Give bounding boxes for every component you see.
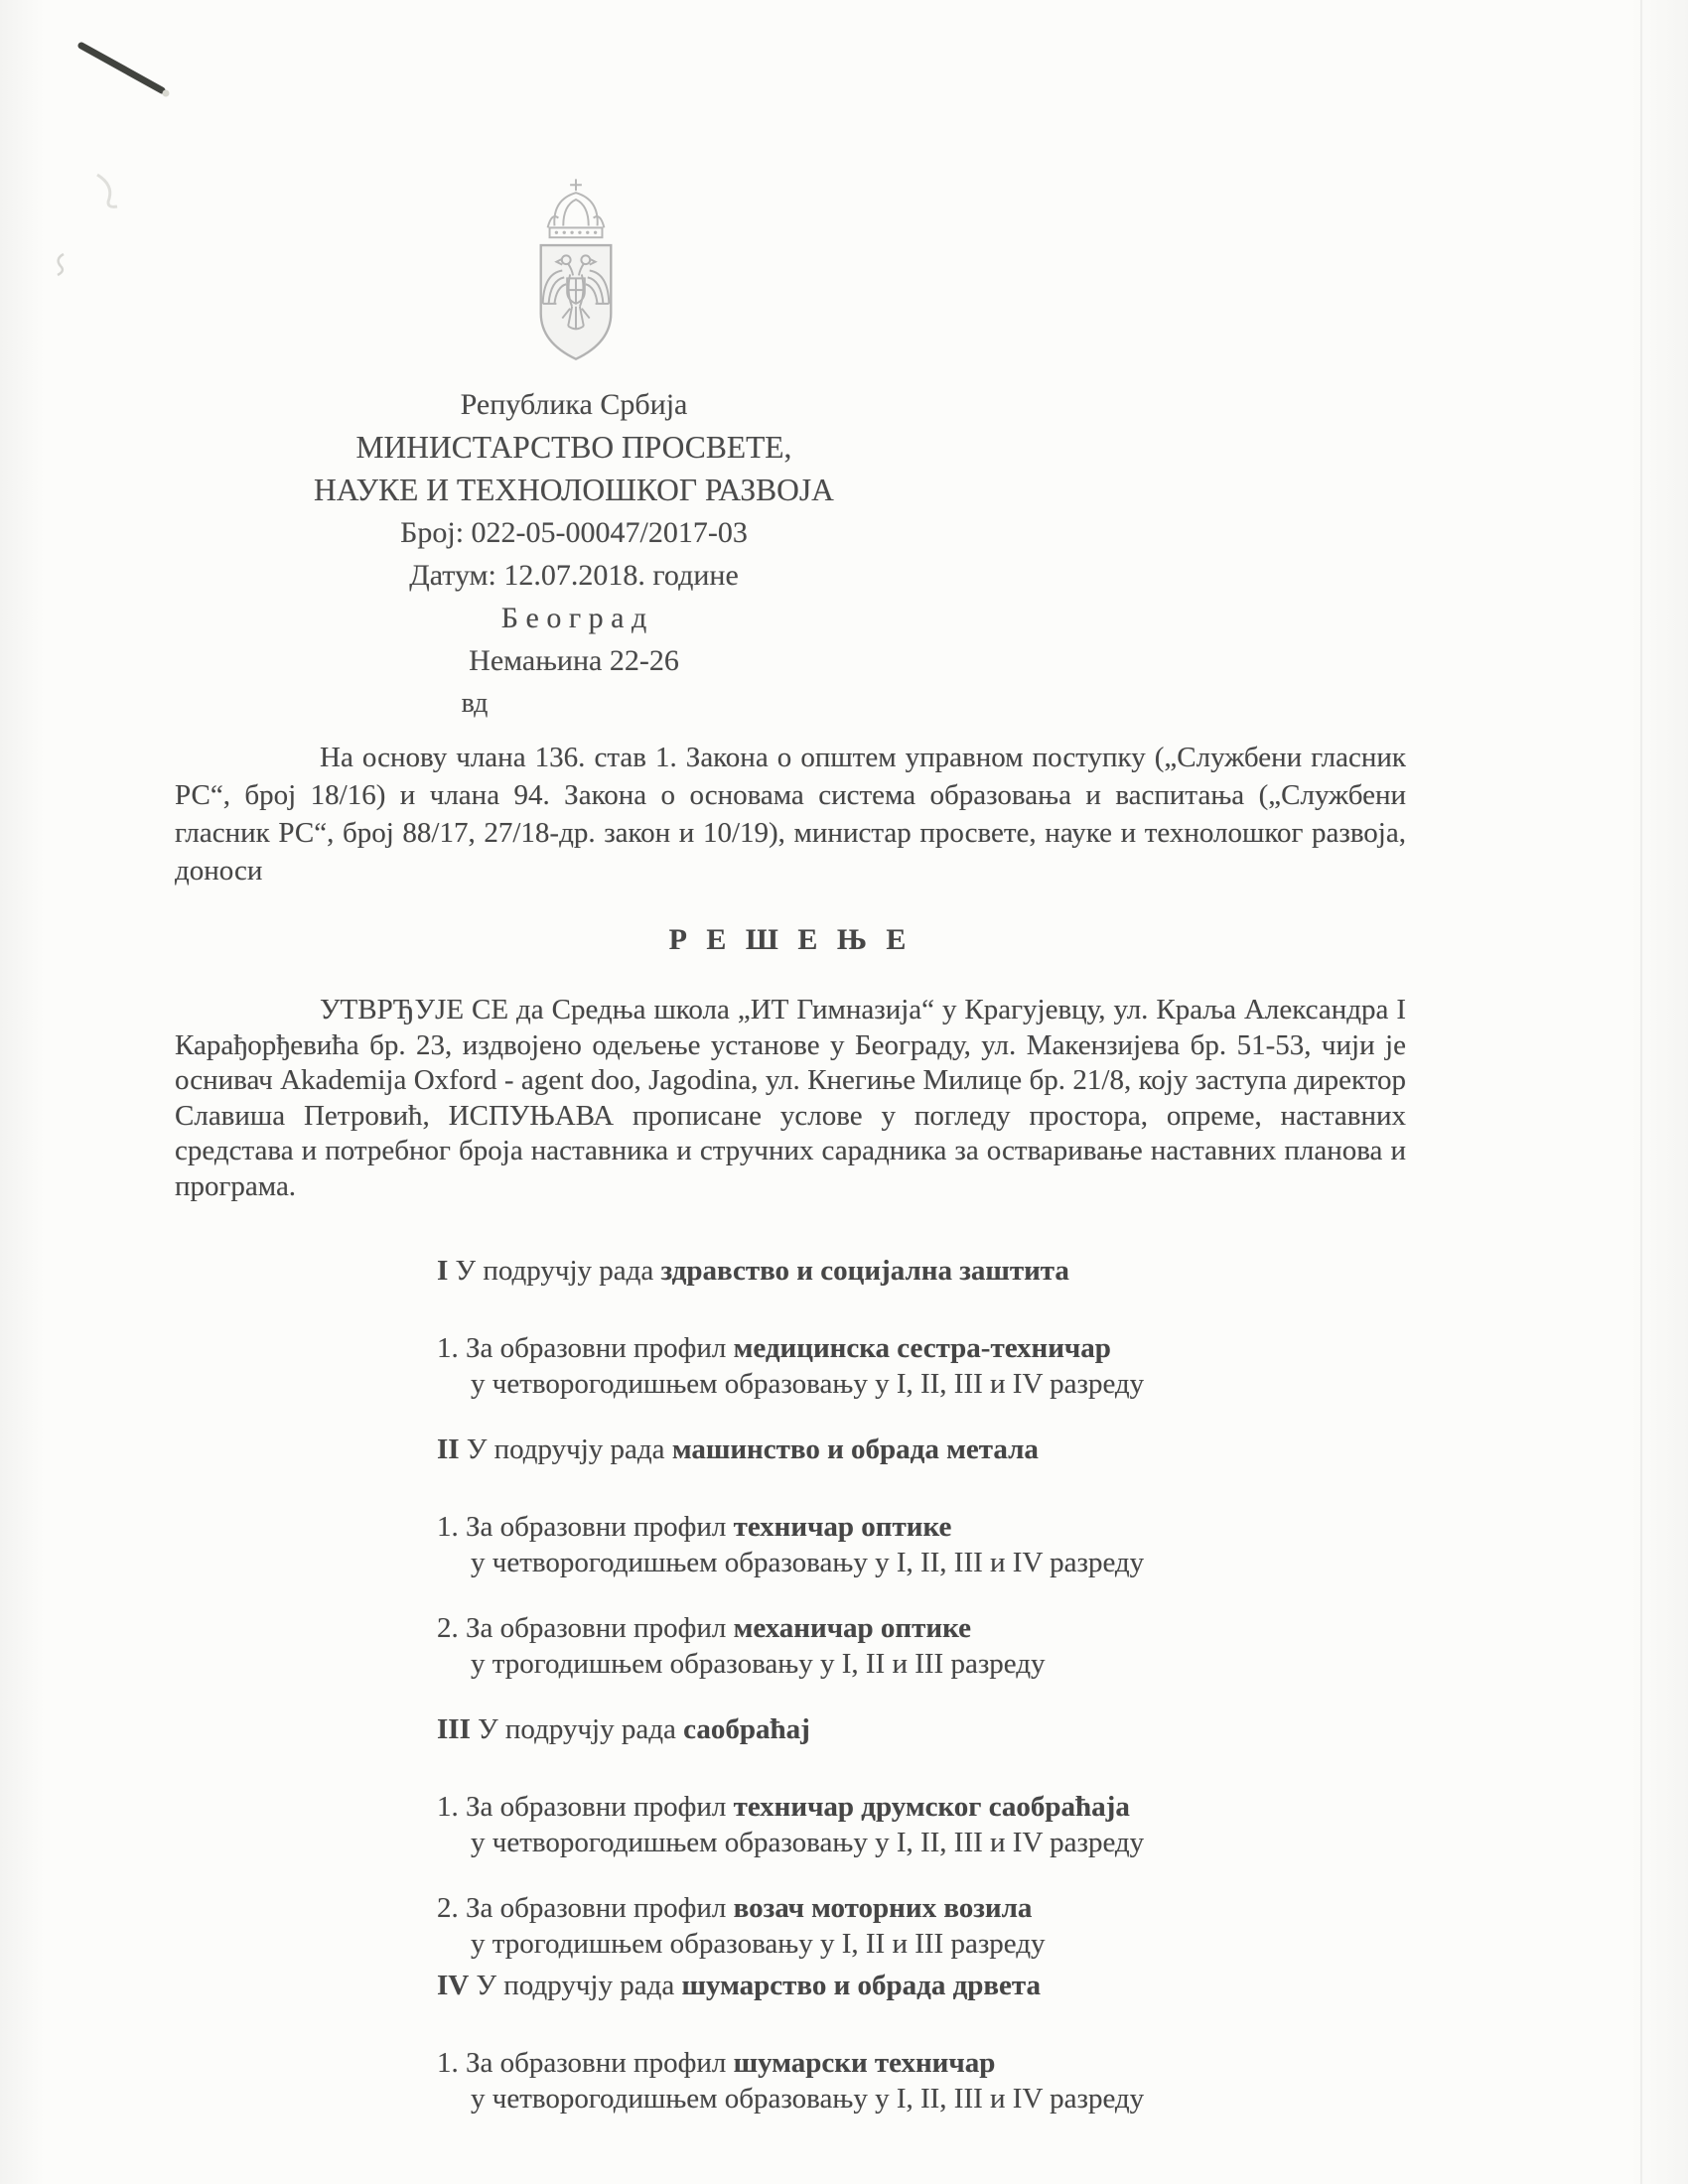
profile-item: 2. За образовни профил механичар оптике у трогодишњем образовању у I, II и III разреду [437, 1610, 1440, 1682]
letterhead-ministry-line2: НАУКЕ И ТЕХНОЛОШКОГ РАЗВОЈА [314, 473, 834, 507]
section-1-numeral: I [437, 1255, 449, 1287]
letterhead-street: Немањина 22-26 [469, 644, 679, 677]
section-1-field: здравство и социјална заштита [660, 1255, 1069, 1287]
decision-title: Р Е Ш Е Њ Е [668, 923, 913, 956]
profile-duration: у четворогодишњем образовању у I, II, III и IV разреду [471, 1827, 1145, 1858]
letterhead-city: Б е о г р а д [500, 602, 647, 634]
profile-duration: у четворогодишњем образовању у I, II, III и IV разреду [471, 1368, 1145, 1400]
letterhead-ministry-line1: МИНИСТАРСТВО ПРОСВЕТЕ, [355, 430, 792, 465]
letterhead-case-number: Број: 022-05-00047/2017-03 [400, 516, 748, 549]
letterhead [226, 383, 921, 725]
section-1-heading: I У подручју рада здравство и социјална заштита [437, 1255, 1069, 1287]
profile-name: техничар оптике [733, 1511, 952, 1543]
section-4-field: шумарство и обрада дрвета [681, 1970, 1042, 2001]
section-2-field: машинство и обрада метала [671, 1433, 1039, 1465]
profile-duration: у четворогодишњем образовању у I, II, III и IV разреду [471, 1547, 1145, 1578]
section-4-heading: IV У подручју рада шумарство и обрада дрвета [437, 1970, 1042, 2001]
statement-paragraph: УТВРЂУЈЕ СЕ да Средња школа „ИТ Гимназија“ у Крагујевцу, ул. Краља Александра I Карађорђевића бр. 23, издвојено одељење установе у Београду, ул. Макензијева бр. 51-53, чији је оснивач Akademija Oxford - agent doo, Jagodina, ул. Кнегиње Милице бр. 21/8, коју заступа директор Славиша Петровић, ИСПУЊАВА прописане услове у погледу простора, опреме, наставних средстава и потребног броја наставника и стручних сарадника за остваривање наставних планова и програма. [175, 994, 1406, 1202]
profile-duration: у трогодишњем образовању у I, II и III разреду [471, 1648, 1046, 1680]
section-2-numeral: II [437, 1433, 460, 1465]
profile-name: техничар друмског саобраћаја [733, 1791, 1130, 1823]
preamble-paragraph: На основу члана 136. став 1. Закона о општем управном поступку („Службени гласник РС“, број 18/16) и члана 94. Закона о основама система образовања и васпитања („Службени гласник РС“, број 88/17, 27/18-др. закон и 10/19), министар просвете, науке и технолошког развоја, доноси [175, 742, 1406, 887]
section-3-numeral: III [437, 1713, 471, 1745]
section-4-numeral: IV [437, 1970, 470, 2001]
letterhead-date: Датум: 12.07.2018. године [409, 559, 739, 592]
profile-item: 1. За образовни профил медицинска сестра-техничар у четворогодишњем образовању у I, II, III и IV разреду [437, 1330, 1440, 1402]
profile-name: шумарски техничар [733, 2047, 996, 2079]
profile-duration: у четворогодишњем образовању у I, II, III и IV разреду [471, 2083, 1145, 2115]
letterhead-acting-abbr: вд [461, 688, 489, 719]
letterhead-country: Република Србија [460, 388, 688, 421]
scan-edge-artifact [1640, 0, 1642, 2184]
section-3-field: саобраћај [683, 1713, 810, 1745]
pen-mark-artifact [0, 0, 258, 318]
profile-item: 1. За образовни профил шумарски техничар у четворогодишњем образовању у I, II, III и IV разреду [437, 2045, 1440, 2116]
document-body [175, 739, 1406, 1204]
profile-name: медицинска сестра-техничар [733, 1332, 1111, 1364]
profile-item: 2. За образовни профил возач моторних возила у трогодишњем образовању у I, II и III разреду [437, 1890, 1440, 1962]
profile-duration: у трогодишњем образовању у I, II и III разреду [471, 1928, 1046, 1960]
profile-name: механичар оптике [733, 1612, 971, 1644]
section-3-heading: III У подручју рада саобраћај [437, 1713, 810, 1745]
section-2-heading: II У подручју рада машинство и обрада метала [437, 1433, 1039, 1465]
profile-item: 1. За образовни профил техничар друмског саобраћаја у четворогодишњем образовању у I, II, III и IV разреду [437, 1789, 1440, 1860]
serbia-coat-of-arms-icon [527, 177, 625, 367]
sections-list [437, 1253, 1440, 2146]
profile-item: 1. За образовни профил техничар оптике у четворогодишњем образовању у I, II, III и IV разреду [437, 1509, 1440, 1580]
profile-name: возач моторних возила [733, 1892, 1033, 1924]
